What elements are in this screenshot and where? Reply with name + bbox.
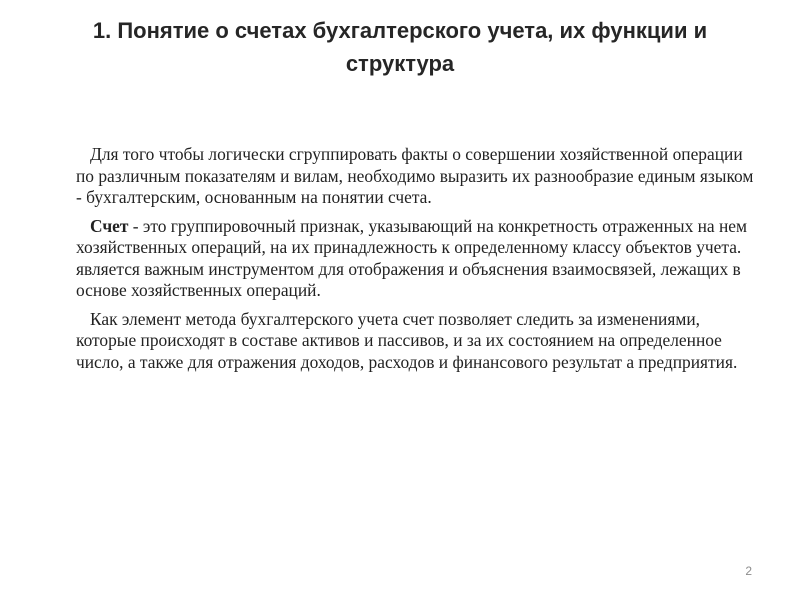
paragraph-account-definition (76, 216, 756, 302)
paragraph-grouping: Для того чтобы логически сгруппировать факты о совершении хозяйственной операции по различным показателям и вилам, необходимо выразить их разнообразие единым языком - бухгалтерским, основанным на понятии счета. (76, 144, 754, 207)
account-definition-text: - это группировочный признак, указывающий на конкретность отраженных на нем хозяйственных операций, на их принадлежность к определенному классу объектов учета. является важным инструментом для отображения и объяснения взаимосвязей, лежащих в основе хозяйственных операций. (76, 215, 748, 300)
term-account: Счет (90, 215, 129, 236)
page-number: 2 (745, 564, 752, 578)
paragraph-method-element: Как элемент метода бухгалтерского учета счет позволяет следить за изменениями, которые происходят в составе активов и пассивов, и за их состоянием на определенное число, а также для отражения доходов, расходов и финансового результат а предприятия. (76, 308, 738, 372)
slide-title: 1. Понятие о счетах бухгалтерского учета, их функции и структура (92, 18, 708, 76)
slide-body (76, 144, 756, 380)
